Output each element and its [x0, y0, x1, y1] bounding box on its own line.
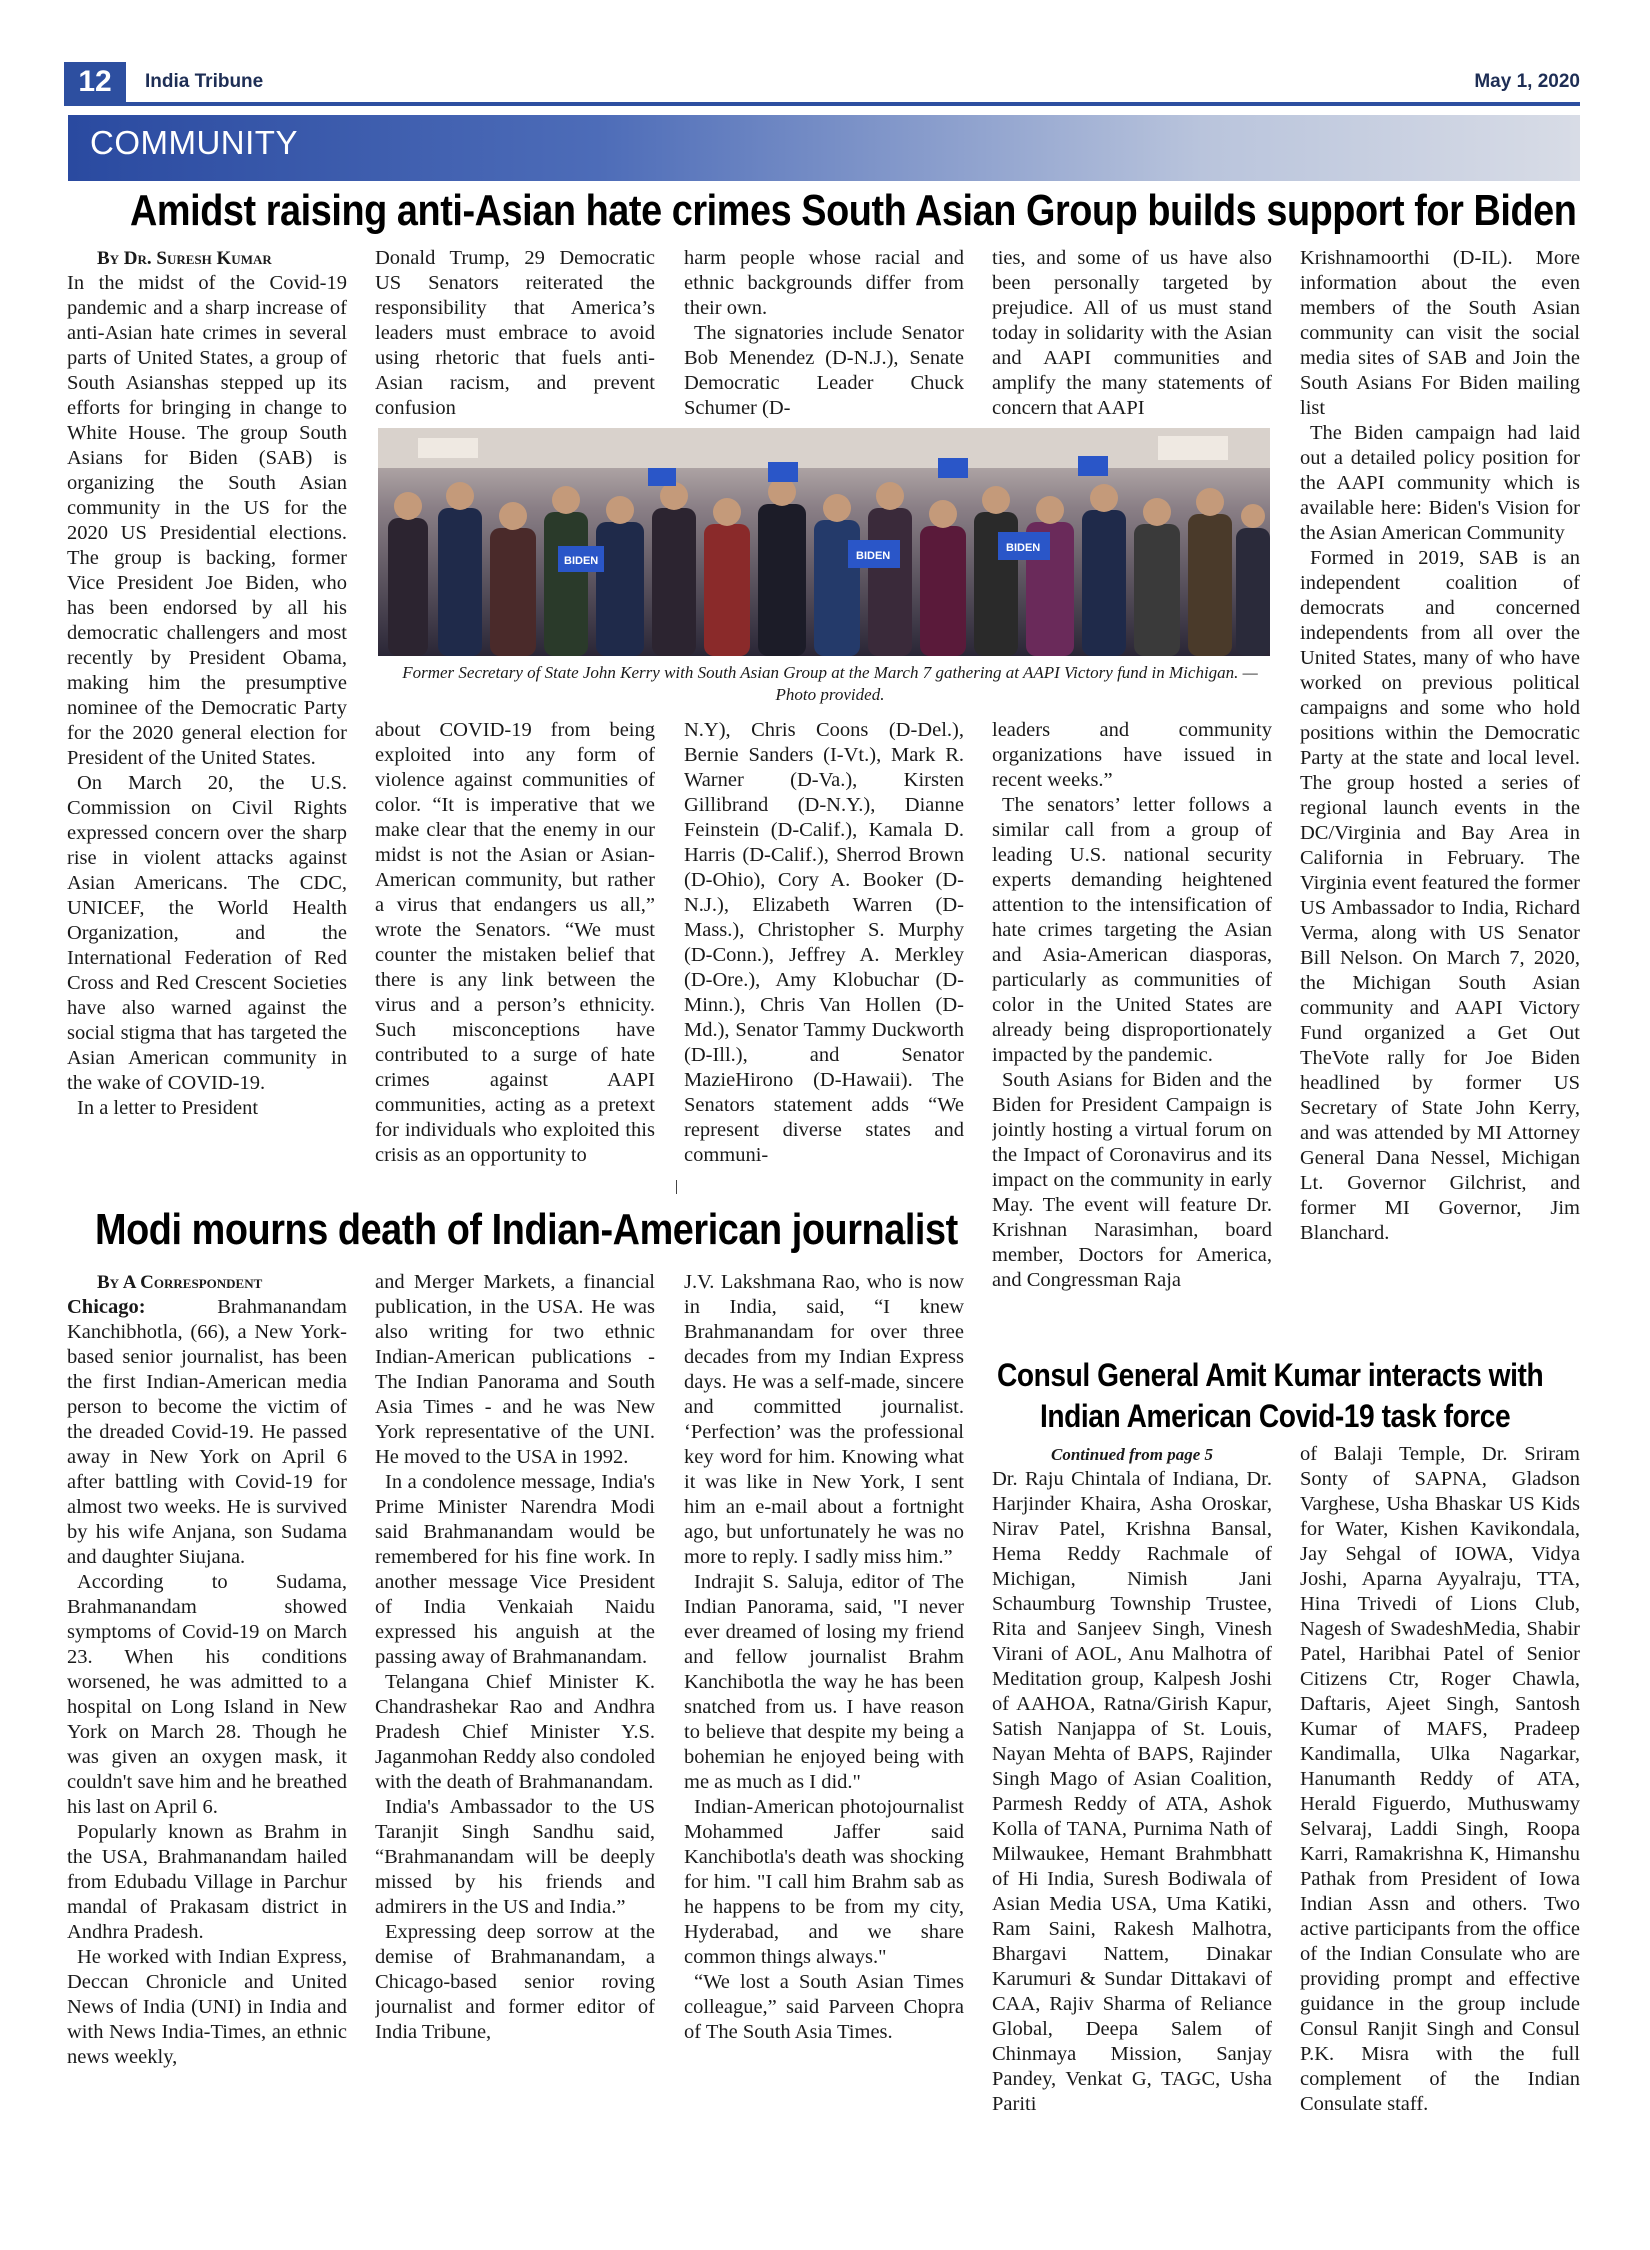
paragraph: In the midst of the Covid-19 pandemic and a sharp increase of anti-Asian hate crimes in several parts of United States, a group of South Asianshas stepped up its efforts for bringing in change to White House. The group South Asians for Biden (SAB) is organizing the South Asian community in the US for the 2020 US Presidential elections. The group is backing, former Vice President Joe Biden, who has been endorsed by all his democratic challengers and most recently by President Obama, making him the presumptive nominee of the Democratic Party for the 2020 general election for President of the United States. [67, 272, 347, 769]
paragraph: Indrajit S. Saluja, editor of The Indian Panorama, said, "I never ever dreamed of losing my friend and fellow journalist Brahm Kanchibotla the way he has been snatched from us. I have reason to believe that despite my being a bohemian he enjoyed being with me as much as I did." [684, 1571, 964, 1793]
header-rule [64, 102, 1580, 106]
article1-headline: Amidst raising anti-Asian hate crimes South Asian Group builds support for Biden [130, 186, 1577, 235]
photo-crowd-illustration [378, 428, 1270, 656]
issue-date: May 1, 2020 [1474, 71, 1580, 92]
article3-column-1 [992, 1442, 1272, 2232]
paragraph: Indian-American photojournalist Mohammed Jaffer said Kanchibotla's death was shocking for him. "I call him Brahm sab as he happens to be from my city, Hyderabad, and we share common things always." [684, 1796, 964, 1968]
article1-column-2-top [375, 246, 655, 422]
paragraph: Telangana Chief Minister K. Chandrashekar Rao and Andhra Pradesh Chief Minister Y.S. Jaganmohan Reddy also condoled with the death of Brahmanandam. [375, 1671, 655, 1793]
paragraph [67, 1295, 347, 1570]
paragraph: ties, and some of us have also been personally targeted by prejudice. All of us must stand today in solidarity with the Asian and AAPI communities and amplify the many statements of concern that AAPI [992, 247, 1272, 419]
paragraph: He worked with Indian Express, Deccan Chronicle and United News of India (UNI) in India and with News India-Times, an ethnic news weekly, [67, 1946, 347, 2068]
article1-column-5 [1300, 246, 1580, 1346]
article1-column-2-bottom [375, 718, 655, 1194]
paragraph: Krishnamoorthi (D-IL). More information about the even members of the South Asian community can visit the social media sites of SAB and Join the South Asians For Biden mailing list [1300, 247, 1580, 419]
paragraph: and Merger Markets, a financial publication, in the USA. He was also writing for two ethnic Indian-American publications - The Indian Panorama and South Asia Times - and he was New York representative of the UNI. He moved to the USA in 1992. [375, 1271, 655, 1468]
paragraph: In a letter to President [77, 1097, 259, 1119]
paragraph: The Biden campaign had laid out a detailed policy position for the AAPI community which is available here: Biden's Vision for the Asian American Community [1300, 422, 1580, 544]
paragraph: Formed in 2019, SAB is an independent coalition of democrats and concerned independents from all over the United States, many of who have worked on previous political campaigns and some who hold positions within the Democratic Party at the state and local level. The group hosted a series of regional launch events in the DC/Virginia and Bay Area in California in February. The Virginia event featured the former US Ambassador to India, Richard Verma, along with US Senator Bill Nelson. On March 7, 2020, the Michigan South Asian community and AAPI Victory Fund organized a Get Out TheVote rally for Joe Biden headlined by former US Secretary of State John Kerry, and was attended by MI Attorney General Dana Nessel, Michigan Lt. Governor Gilchrist, and former MI Governor, Jim Blanchard. [1300, 547, 1580, 1244]
article2-headline: Modi mourns death of Indian-American journalist [95, 1205, 958, 1254]
article1-column-3-bottom [684, 718, 964, 1194]
article2-column-2 [375, 1270, 655, 2220]
paragraph: “We lost a South Asian Times colleague,” said Parveen Chopra of The South Asia Times. [684, 1971, 964, 2043]
group-photo [378, 428, 1270, 656]
paragraph: N.Y), Chris Coons (D-Del.), Bernie Sanders (I-Vt.), Mark R. Warner (D-Va.), Kirsten Gillibrand (D-N.Y.), Dianne Feinstein (D-Calif.), Kamala D. Harris (D-Calif.), Sherrod Brown (D-Ohio), Cory A. Booker (D-N.J.), Elizabeth Warren (D-Mass.), Christopher S. Murphy (D-Conn.), Jeffrey A. Merkley (D-Ore.), Amy Klobuchar (D-Minn.), Chris Van Hollen (D-Md.), Senator Tammy Duckworth (D-Ill.), and Senator MazieHirono (D-Hawaii). The Senators statement adds “We represent diverse states and communi- [684, 719, 964, 1166]
paragraph: Expressing deep sorrow at the demise of Brahmanandam, a Chicago-based senior roving journalist and former editor of India Tribune, [375, 1921, 655, 2043]
paragraph: about COVID-19 from being exploited into any form of violence against communities of color. “It is imperative that we make clear that the enemy in our midst is not the Asian or Asian-American community, but rather a virus that endangers us all,” wrote the Senators. “We must counter the mistaken belief that there is any link between the virus and a person’s ethnicity. Such misconceptions have contributed to a surge of hate crimes against AAPI communities, acting as a pretext for individuals who exploited this crisis as an opportunity to [375, 719, 655, 1166]
paragraph: The senators’ letter follows a similar call from a group of leading U.S. national security experts demanding heightened attention to the intensification of hate crimes targeting the Asian and Asia-American diasporas, particularly as communities of color in the United States are already being disproportionately impacted by the pandemic. [992, 794, 1272, 1066]
article3-column-2 [1300, 1442, 1580, 2232]
photo-caption: Former Secretary of State John Kerry with South Asian Group at the March 7 gathering at AAPI Victory fund in Michigan. — Photo provided. [402, 663, 1258, 704]
column-divider [676, 1180, 677, 1194]
campaign-sign-text: BIDEN [564, 555, 599, 567]
article1-column-3-top [684, 246, 964, 422]
paragraph: harm people whose racial and ethnic backgrounds differ from their own. [684, 247, 964, 319]
campaign-sign-text: BIDEN [1006, 542, 1041, 554]
article2-column-3 [684, 1270, 964, 2220]
publication-name: India Tribune [145, 71, 264, 92]
article1-column-1 [67, 246, 347, 1196]
paragraph-text: Brahmanandam Kanchibhotla, (66), a New York-based senior journalist, has been the first Indian-American media person to become the victim of the dreaded Covid-19. He passed away in New York on April 6 after battling with Covid-19 for almost two weeks. He is survived by his wife Anjana, son Sudama and daughter Siujana. [67, 1296, 347, 1568]
paragraph: On March 20, the U.S. Commission on Civil Rights expressed concern over the sharp rise in violent attacks against Asian Americans. The CDC, UNICEF, the World Health Organization, and the International Federation of Red Cross and Red Crescent Societies have also warned against the social stigma that has targeted the Asian American community in the wake of COVID-19. [67, 772, 347, 1094]
paragraph: Dr. Raju Chintala of Indiana, Dr. Harjinder Khaira, Asha Oroskar, Nirav Patel, Krishna Bansal, Hema Reddy Rachmale of Michigan, Nimish Jani Schaumburg Township Trustee, Rita and Sanjeev Singh, Vinesh Virani of AOL, Anu Malhotra of Meditation group, Kalpesh Joshi of AAHOA, Ratna/Girish Kapur, Satish Nanjappa of St. Louis, Nayan Mehta of BAPS, Rajinder Singh Mago of Asian Coalition, Parmesh Reddy of ATA, Ashok Kolla of TANA, Purnima Nath of Milwaukee, Hemant Brahmbhatt of Hi India, Suresh Bodiwala of Asian Media USA, Uma Katiki, Ram Saini, Rakesh Malhotra, Bhargavi Nattem, Dinakar Karumuri & Sundar Dittakavi of CAA, Rajiv Sharma of Reliance Global, Deepa Salem of Chinmaya Mission, Sanjay Pandey, Venkat G, TAGC, Usha Pariti [992, 1468, 1272, 2115]
paragraph: According to Sudama, Brahmanandam showed symptoms of Covid-19 on March 23. When his conditions worsened, he was admitted to a hospital on Long Island in New York on March 28. Though he was given an oxygen mask, it couldn't save him and he breathed his last on April 6. [67, 1571, 347, 1818]
continued-note: Continued from page 5 [1051, 1445, 1213, 1464]
paragraph: The signatories include Senator Bob Menendez (D-N.J.), Senate Democratic Leader Chuck Schumer (D- [684, 322, 964, 419]
paragraph: In a condolence message, India's Prime Minister Narendra Modi said Brahmanandam would be remembered for his fine work. In another message Vice President of India Venkaiah Naidu expressed his anguish at the passing away of Brahmanandam. [375, 1471, 655, 1668]
paragraph: Popularly known as Brahm in the USA, Brahmanandam hailed from Edubadu Village in Parchur mandal of Prakasam district in Andhra Pradesh. [67, 1821, 347, 1943]
paragraph: India's Ambassador to the US Taranjit Singh Sandhu said, “Brahmanandam will be deeply missed by his friends and admirers in the US and India.” [375, 1796, 655, 1918]
paragraph: Donald Trump, 29 Democratic US Senators reiterated the responsibility that America’s leaders must embrace to avoid using rhetoric that fuels anti-Asian racism, and prevent confusion [375, 247, 655, 419]
paragraph: of Balaji Temple, Dr. Sriram Sonty of SAPNA, Gladson Varghese, Usha Bhaskar US Kids for Water, Kishen Kavikondala, Jay Sehgal of IOWA, Vidya Joshi, Aparna Ayyalraju, TTA, Hina Trivedi of Lions Club, Nagesh of SwadeshMedia, Shabir Patel, Haribhai Patel of Senior Citizens Ctr, Roger Chawla, Daftaris, Ajeet Singh, Santosh Kumar of MAFS, Pradeep Kandimalla, Ulka Nagarkar, Hanumanth Reddy of ATA, Herald Figuerdo, Muthuswamy Selvaraj, Laddi Singh, Roopa Karri, Ramakrishna K, Himanshu Pathak from President of Iowa Indian Assn and others. Two active participants from the office of the Indian Consulate who are providing prompt and effective guidance in the group include Consul Ranjit Singh and Consul P.K. Misra with the full complement of the Indian Consulate staff. [1300, 1443, 1580, 2115]
paragraph: J.V. Lakshmana Rao, who is now in India, said, “I knew Brahmanandam for over three decades from my Indian Express days. He was a self-made, sincere and committed journalist. ‘Perfection’ was the professional key word for him. Knowing what it was like in New York, I sent him an e-mail about a fortnight ago, but unfortunately he was no more to reply. I sadly miss him.” [684, 1271, 964, 1568]
article1-column-4-top [992, 246, 1272, 422]
article1-column-4-bottom [992, 718, 1272, 1346]
article1-byline: By Dr. Suresh Kumar [97, 248, 272, 269]
campaign-sign-text: BIDEN [856, 550, 891, 562]
dateline: Chicago: [67, 1296, 146, 1318]
paragraph: leaders and community organizations have issued in recent weeks.” [992, 719, 1272, 791]
article3-headline-line2: Indian American Covid-19 task force [1040, 1398, 1511, 1434]
article2-column-1 [67, 1270, 347, 2220]
section-label: COMMUNITY [90, 124, 298, 161]
paragraph: South Asians for Biden and the Biden for President Campaign is jointly hosting a virtual forum on the Impact of Coronavirus and its impact on the community in early May. The event will feature Dr. Krishnan Narasimhan, board member, Doctors for America, and Congressman Raja [992, 1069, 1272, 1291]
article3-headline-line1: Consul General Amit Kumar interacts with [997, 1357, 1544, 1393]
page-number: 12 [64, 62, 126, 102]
article2-byline: By A Correspondent [97, 1272, 263, 1293]
